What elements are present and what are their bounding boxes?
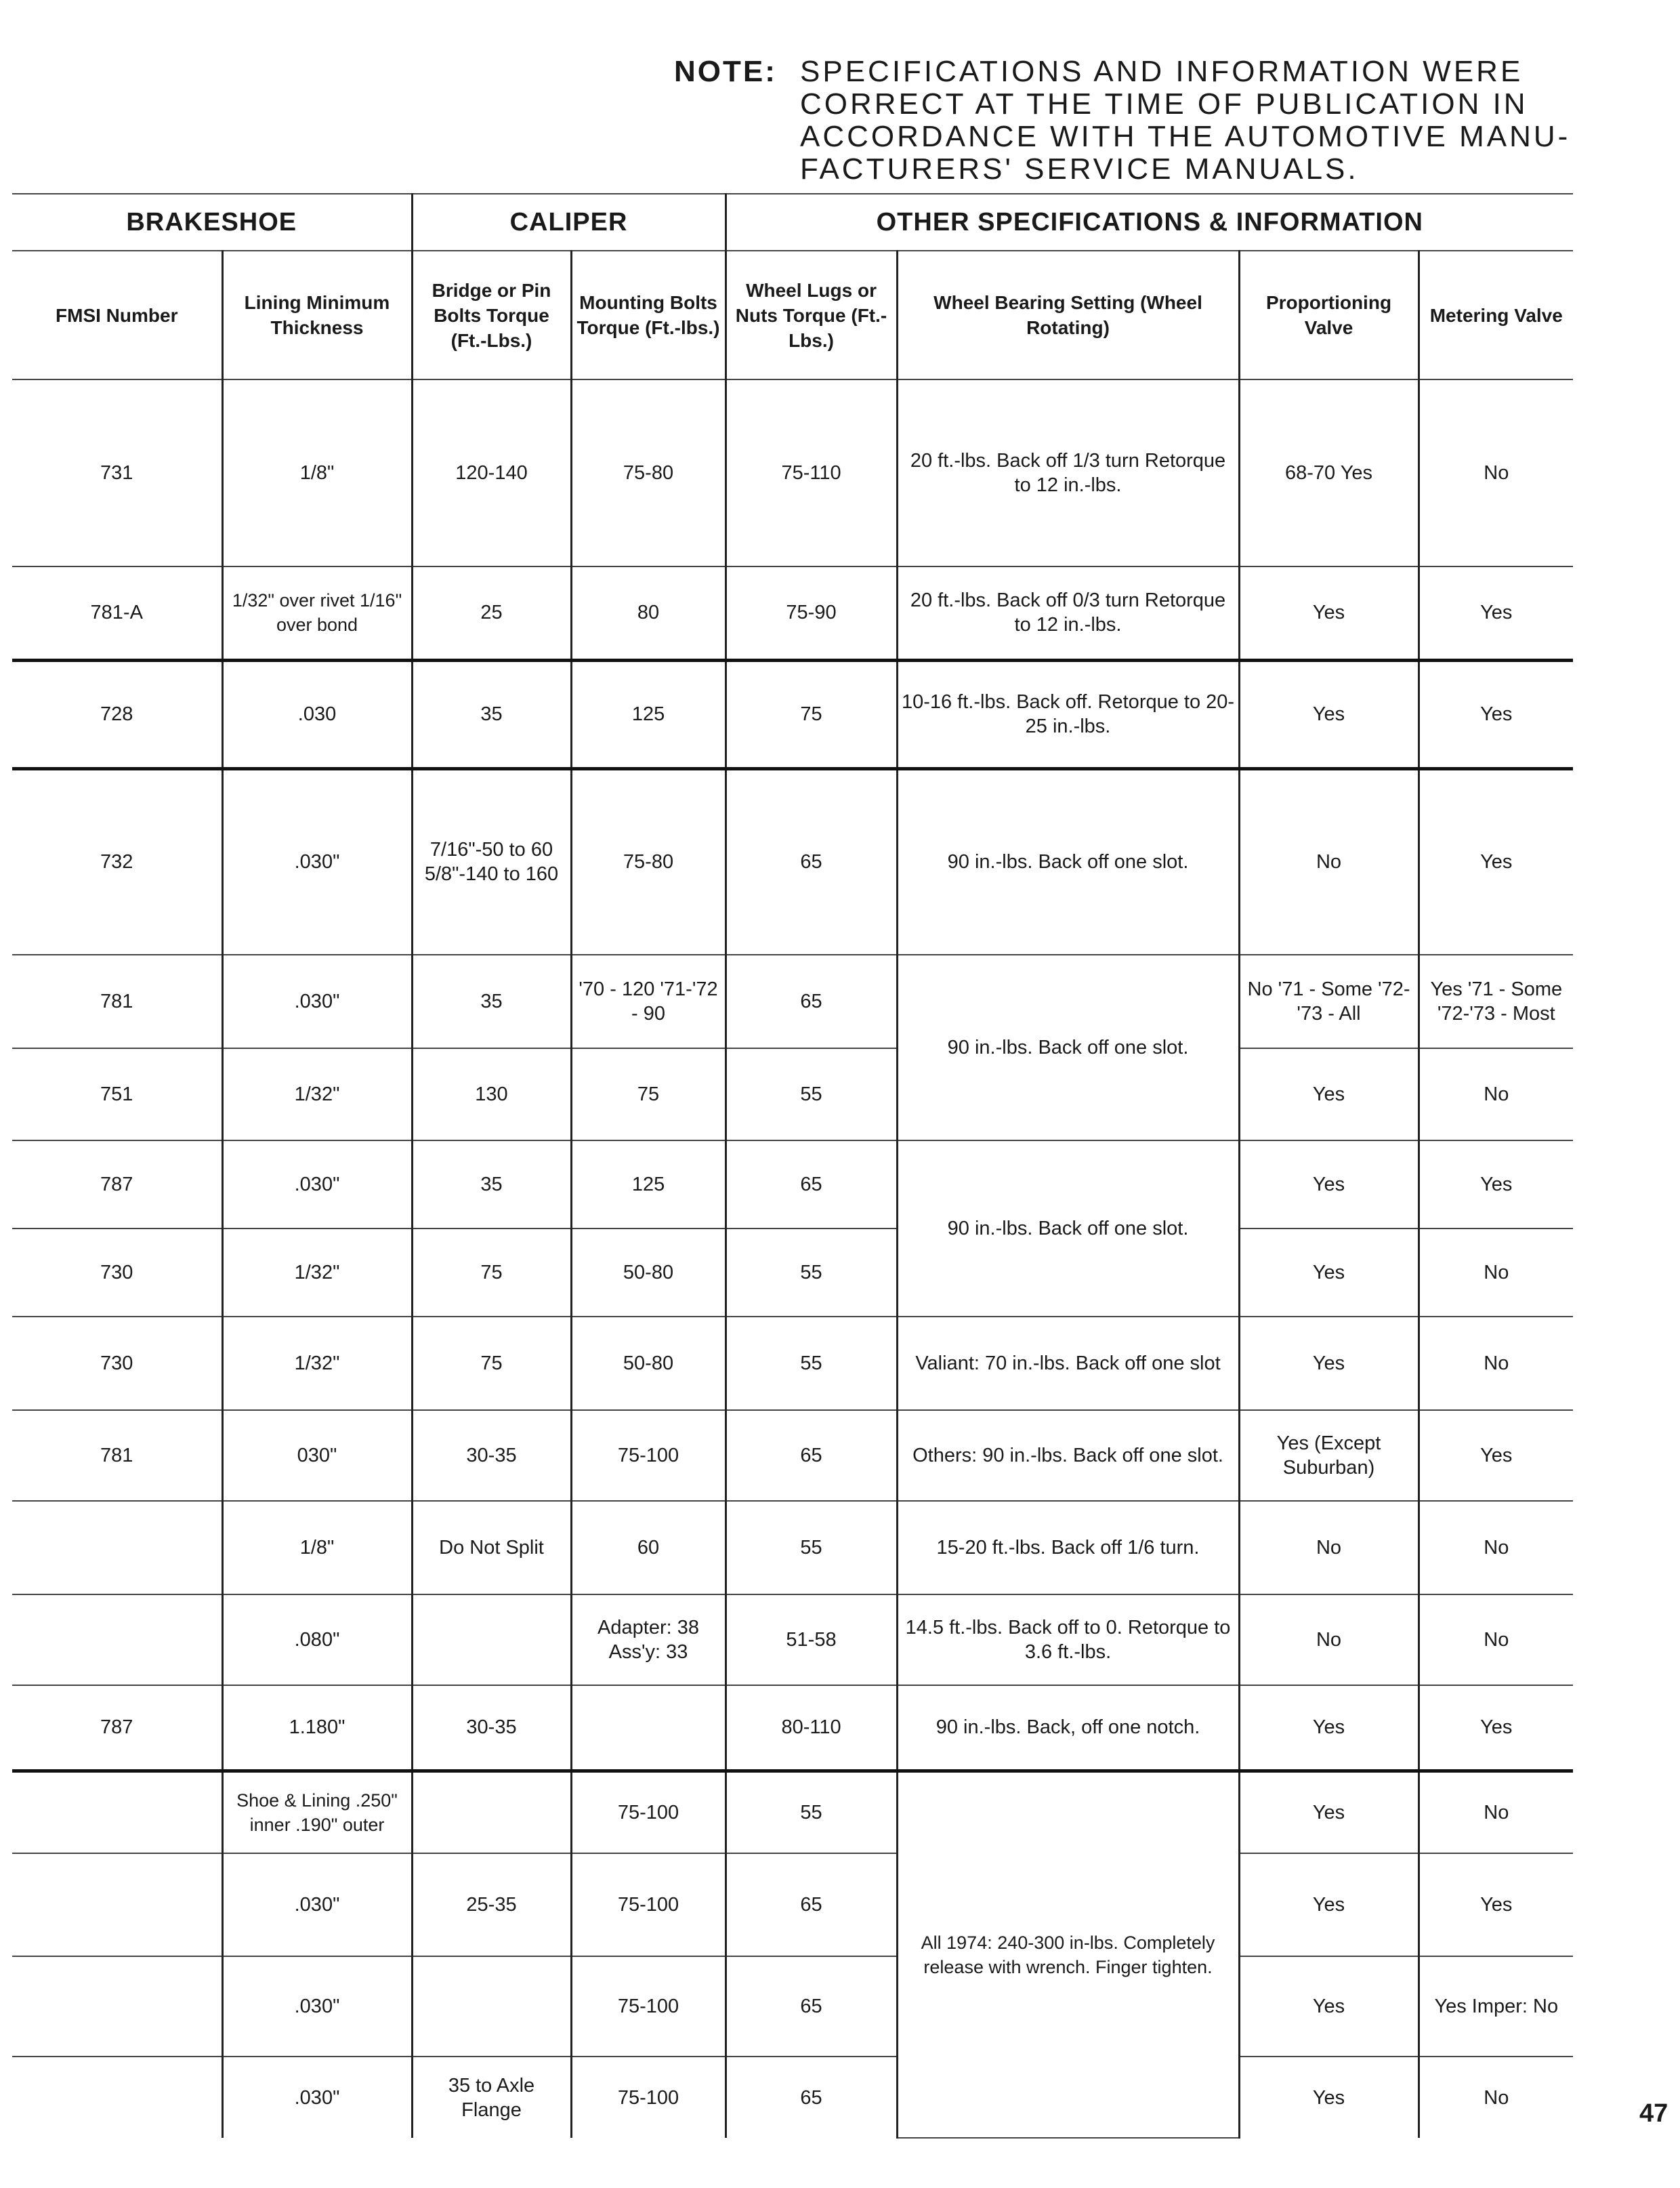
lugs-cell: 65 <box>726 2057 897 2138</box>
group-caliper: CALIPER <box>412 194 726 251</box>
fmsi-cell: 751 <box>12 1048 222 1140</box>
lining-cell: 1/32" <box>222 1048 412 1140</box>
table-row <box>12 2057 1573 2138</box>
mounting-cell: 75-100 <box>571 2057 726 2138</box>
prop-cell: Yes <box>1239 1229 1419 1317</box>
bridge-cell: 130 <box>412 1048 571 1140</box>
table-row <box>12 1685 1573 1771</box>
prop-cell: No <box>1239 768 1419 955</box>
meter-cell: No <box>1419 1317 1573 1410</box>
prop-cell: 68-70 Yes <box>1239 379 1419 566</box>
lugs-cell: 65 <box>726 768 897 955</box>
meter-cell: Yes <box>1419 768 1573 955</box>
lugs-cell: 55 <box>726 1229 897 1317</box>
fmsi-cell <box>12 1853 222 1956</box>
lining-cell: 030" <box>222 1410 412 1501</box>
meter-cell: Yes '71 - Some '72-'73 - Most <box>1419 955 1573 1048</box>
bearing-cell: Valiant: 70 in.-lbs. Back off one slot <box>897 1317 1239 1410</box>
bearing-cell: 14.5 ft.-lbs. Back off to 0. Retorque to 3.6 ft.-lbs. <box>897 1594 1239 1685</box>
lining-cell: .030" <box>222 2057 412 2138</box>
lining-cell: .030 <box>222 660 412 768</box>
note-line: FACTURERS' SERVICE MANUALS. <box>800 152 1359 186</box>
prop-cell: Yes <box>1239 1853 1419 1956</box>
col-lining: Lining Minimum Thickness <box>222 251 412 379</box>
table-row <box>12 566 1573 660</box>
lining-cell: .030" <box>222 1853 412 1956</box>
prop-cell: Yes <box>1239 1317 1419 1410</box>
lining-cell: 1/8" <box>222 1501 412 1594</box>
lugs-cell: 75 <box>726 660 897 768</box>
mounting-cell <box>571 1685 726 1771</box>
meter-cell: Yes <box>1419 1685 1573 1771</box>
lugs-cell: 51-58 <box>726 1594 897 1685</box>
fmsi-cell: 732 <box>12 768 222 955</box>
table-row <box>12 1853 1573 1956</box>
lining-cell: 1.180" <box>222 1685 412 1771</box>
bridge-cell <box>412 1594 571 1685</box>
lining-cell: Shoe & Lining .250" inner .190" outer <box>222 1771 412 1853</box>
bridge-cell: 25 <box>412 566 571 660</box>
brake-spec-table <box>12 193 1573 2139</box>
lining-cell: .030" <box>222 1956 412 2057</box>
fmsi-cell <box>12 1771 222 1853</box>
prop-cell: Yes <box>1239 566 1419 660</box>
lining-cell: .030" <box>222 768 412 955</box>
bridge-cell: Do Not Split <box>412 1501 571 1594</box>
fmsi-cell <box>12 2057 222 2138</box>
note-line: CORRECT AT THE TIME OF PUBLICATION IN <box>800 87 1528 121</box>
meter-cell: No <box>1419 1501 1573 1594</box>
lugs-cell: 65 <box>726 955 897 1048</box>
meter-cell: No <box>1419 1048 1573 1140</box>
fmsi-cell: 730 <box>12 1317 222 1410</box>
table-row <box>12 1501 1573 1594</box>
lining-cell: .030" <box>222 955 412 1048</box>
bearing-cell: 15-20 ft.-lbs. Back off 1/6 turn. <box>897 1501 1239 1594</box>
meter-cell: Yes Imper: No <box>1419 1956 1573 2057</box>
bridge-cell: 35 <box>412 660 571 768</box>
meter-cell: Yes <box>1419 1140 1573 1229</box>
fmsi-cell: 781 <box>12 955 222 1048</box>
prop-cell: Yes <box>1239 1140 1419 1229</box>
col-mounting: Mounting Bolts Torque (Ft.-lbs.) <box>571 251 726 379</box>
prop-cell: No '71 - Some '72-'73 - All <box>1239 955 1419 1048</box>
col-metering: Metering Valve <box>1419 251 1573 379</box>
mounting-cell: 50-80 <box>571 1229 726 1317</box>
fmsi-cell: 728 <box>12 660 222 768</box>
bearing-cell: All 1974: 240-300 in-lbs. Completely release with wrench. Finger tighten. <box>897 1771 1239 2138</box>
bridge-cell: 30-35 <box>412 1685 571 1771</box>
bridge-cell: 35 <box>412 1140 571 1229</box>
prop-cell: Yes <box>1239 2057 1419 2138</box>
lining-cell: 1/32" <box>222 1317 412 1410</box>
lugs-cell: 65 <box>726 1410 897 1501</box>
bearing-cell: 90 in.-lbs. Back off one slot. <box>897 1140 1239 1317</box>
bridge-cell: 30-35 <box>412 1410 571 1501</box>
meter-cell: No <box>1419 2057 1573 2138</box>
column-header-row <box>12 251 1573 379</box>
bridge-cell: 35 to Axle Flange <box>412 2057 571 2138</box>
fmsi-cell <box>12 1594 222 1685</box>
bridge-cell: 35 <box>412 955 571 1048</box>
prop-cell: Yes <box>1239 660 1419 768</box>
lugs-cell: 55 <box>726 1501 897 1594</box>
prop-cell: Yes (Except Suburban) <box>1239 1410 1419 1501</box>
mounting-cell: 75-80 <box>571 379 726 566</box>
table-row <box>12 1048 1573 1140</box>
mounting-cell: 75-100 <box>571 1853 726 1956</box>
col-bearing: Wheel Bearing Setting (Wheel Rotating) <box>897 251 1239 379</box>
prop-cell: Yes <box>1239 1956 1419 2057</box>
group-header-row <box>12 194 1573 251</box>
meter-cell: No <box>1419 1229 1573 1317</box>
bridge-cell: 120-140 <box>412 379 571 566</box>
table-row <box>12 1594 1573 1685</box>
group-brakeshoe: BRAKESHOE <box>12 194 412 251</box>
lugs-cell: 65 <box>726 1140 897 1229</box>
lugs-cell: 65 <box>726 1956 897 2057</box>
bridge-cell <box>412 1956 571 2057</box>
lugs-cell: 55 <box>726 1317 897 1410</box>
fmsi-cell <box>12 1501 222 1594</box>
fmsi-cell: 730 <box>12 1229 222 1317</box>
mounting-cell: 125 <box>571 660 726 768</box>
table-row <box>12 1140 1573 1229</box>
fmsi-cell: 787 <box>12 1685 222 1771</box>
table-row <box>12 768 1573 955</box>
mounting-cell: 75-80 <box>571 768 726 955</box>
col-bridge: Bridge or Pin Bolts Torque (Ft.-Lbs.) <box>412 251 571 379</box>
bearing-cell: Others: 90 in.-lbs. Back off one slot. <box>897 1410 1239 1501</box>
fmsi-cell: 731 <box>12 379 222 566</box>
meter-cell: No <box>1419 379 1573 566</box>
meter-cell: Yes <box>1419 566 1573 660</box>
meter-cell: Yes <box>1419 1853 1573 1956</box>
lining-cell: .030" <box>222 1140 412 1229</box>
prop-cell: Yes <box>1239 1685 1419 1771</box>
mounting-cell: 75-100 <box>571 1771 726 1853</box>
prop-cell: Yes <box>1239 1048 1419 1140</box>
note-text <box>800 55 1571 186</box>
lugs-cell: 55 <box>726 1771 897 1853</box>
mounting-cell: 75-100 <box>571 1410 726 1501</box>
lining-cell: 1/8" <box>222 379 412 566</box>
fmsi-cell <box>12 1956 222 2057</box>
fmsi-cell: 781-A <box>12 566 222 660</box>
lugs-cell: 55 <box>726 1048 897 1140</box>
lining-cell: 1/32" <box>222 1229 412 1317</box>
bridge-cell: 7/16"-50 to 60 5/8"-140 to 160 <box>412 768 571 955</box>
bridge-cell: 75 <box>412 1317 571 1410</box>
lining-cell: .080" <box>222 1594 412 1685</box>
table-row <box>12 1956 1573 2057</box>
meter-cell: No <box>1419 1771 1573 1853</box>
col-wheel-lugs: Wheel Lugs or Nuts Torque (Ft.-Lbs.) <box>726 251 897 379</box>
bearing-cell: 90 in.-lbs. Back off one slot. <box>897 768 1239 955</box>
fmsi-cell: 787 <box>12 1140 222 1229</box>
mounting-cell: 60 <box>571 1501 726 1594</box>
mounting-cell: Adapter: 38 Ass'y: 33 <box>571 1594 726 1685</box>
bridge-cell: 25-35 <box>412 1853 571 1956</box>
table-row <box>12 955 1573 1048</box>
col-proportioning: Proportioning Valve <box>1239 251 1419 379</box>
lugs-cell: 65 <box>726 1853 897 1956</box>
meter-cell: Yes <box>1419 660 1573 768</box>
prop-cell: No <box>1239 1501 1419 1594</box>
lugs-cell: 80-110 <box>726 1685 897 1771</box>
mounting-cell: 125 <box>571 1140 726 1229</box>
prop-cell: No <box>1239 1594 1419 1685</box>
table-row <box>12 660 1573 768</box>
mounting-cell: 75-100 <box>571 1956 726 2057</box>
bridge-cell <box>412 1771 571 1853</box>
table-row <box>12 1410 1573 1501</box>
note-line: ACCORDANCE WITH THE AUTOMOTIVE MANU- <box>800 120 1571 153</box>
lining-cell: 1/32" over rivet 1/16" over bond <box>222 566 412 660</box>
fmsi-cell: 781 <box>12 1410 222 1501</box>
mounting-cell: '70 - 120 '71-'72 - 90 <box>571 955 726 1048</box>
mounting-cell: 50-80 <box>571 1317 726 1410</box>
meter-cell: Yes <box>1419 1410 1573 1501</box>
mounting-cell: 80 <box>571 566 726 660</box>
lugs-cell: 75-90 <box>726 566 897 660</box>
table-row <box>12 1317 1573 1410</box>
col-fmsi: FMSI Number <box>12 251 222 379</box>
lugs-cell: 75-110 <box>726 379 897 566</box>
bearing-cell: 90 in.-lbs. Back off one slot. <box>897 955 1239 1140</box>
table-row <box>12 1771 1573 1853</box>
bearing-cell: 10-16 ft.-lbs. Back off. Retorque to 20-25 in.-lbs. <box>897 660 1239 768</box>
table-row <box>12 379 1573 566</box>
note-line: SPECIFICATIONS AND INFORMATION WERE <box>800 55 1524 88</box>
bearing-cell: 20 ft.-lbs. Back off 1/3 turn Retorque to 12 in.-lbs. <box>897 379 1239 566</box>
bearing-cell: 90 in.-lbs. Back, off one notch. <box>897 1685 1239 1771</box>
page-number: 47 <box>1639 2099 1668 2128</box>
note-label: NOTE: <box>674 55 777 88</box>
meter-cell: No <box>1419 1594 1573 1685</box>
mounting-cell: 75 <box>571 1048 726 1140</box>
table-row <box>12 1229 1573 1317</box>
prop-cell: Yes <box>1239 1771 1419 1853</box>
group-other: OTHER SPECIFICATIONS & INFORMATION <box>726 194 1573 251</box>
bridge-cell: 75 <box>412 1229 571 1317</box>
bearing-cell: 20 ft.-lbs. Back off 0/3 turn Retorque to 12 in.-lbs. <box>897 566 1239 660</box>
